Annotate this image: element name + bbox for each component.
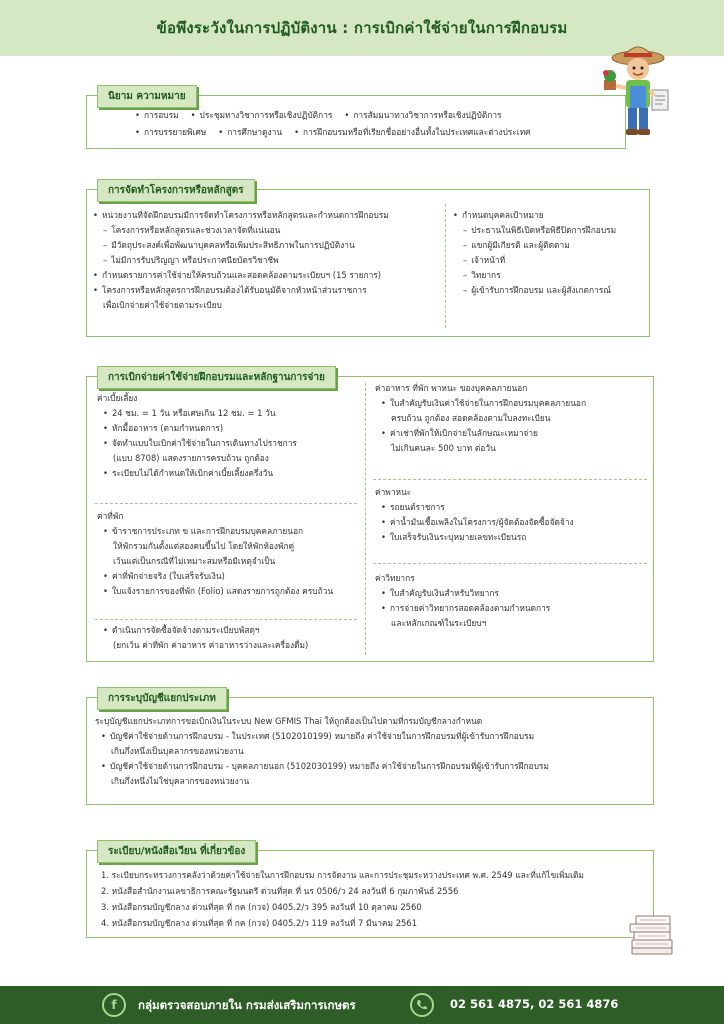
outsiders-item: • ใบสำคัญรับเงินค่าใช้จ่ายในการฝึกอบรมบุคคลภายนอก xyxy=(375,396,651,411)
project-item: • หน่วยงานที่จัดฝึกอบรมมีการจัดทำโครงการหรือหลักสูตรและกำหนดการฝึกอบรม xyxy=(93,208,443,223)
allowance-item: (แบบ 8708) แสดงรายการครบถ้วน ถูกต้อง xyxy=(113,453,269,463)
disbursement-section xyxy=(86,372,654,662)
account-item: เกินกึ่งหนึ่งเป็นบุคลากรของหน่วยงาน xyxy=(111,746,244,756)
regulations-title: ระเบียบ/หนังสือเวียน ที่เกี่ยวข้อง xyxy=(97,840,256,863)
project-section xyxy=(86,185,650,337)
definitions-title: นิยาม ความหมาย xyxy=(97,85,197,108)
definition-item: • การฝึกอบรมหรือที่เรียกชื่ออย่างอื่นทั้งในประเทศและต่างประเทศ xyxy=(294,125,530,139)
outsiders-item: ครบถ้วน ถูกต้อง สอดคล้องตามใบลงทะเบียน xyxy=(391,413,551,423)
procurement-item: (ยกเว้น ค่าที่พัก ค่าอาหาร ค่าอาหารว่างและเครื่องดื่ม) xyxy=(113,640,309,650)
project-item: เพื่อเบิกจ่ายค่าใช้จ่ายตามระเบียบ xyxy=(103,300,222,310)
target-item: – แขกผู้มีเกียรติ และผู้ติดตาม xyxy=(453,238,649,253)
project-item: – ไม่มีการรับปริญญา หรือประกาศนียบัตรวิชาชีพ xyxy=(93,253,443,268)
column-divider xyxy=(445,204,446,328)
account-item: • บัญชีค่าใช้จ่ายด้านการฝึกอบรม - บุคคลภายนอก (5102030199) หมายถึง ค่าใช้จ่ายในการฝึกอบรมที่ผู้เข้ารับการฝึกอบรม xyxy=(95,759,647,774)
regulation-item: 2. หนังสือสำนักงานเลขาธิการคณะรัฐมนตรี ด่วนที่สุด ที่ นร 0506/ว 24 ลงวันที่ 6 กุมภาพันธ์ 2556 xyxy=(101,886,459,896)
project-left-column xyxy=(93,208,443,313)
project-item: – โครงการหรือหลักสูตรและช่วงเวลาจัดที่แน่นอน xyxy=(93,223,443,238)
target-item: – เจ้าหน้าที่ xyxy=(453,253,649,268)
transport-item: • ใบเสร็จรับเงินระบุหมายเลขทะเบียนรถ xyxy=(375,530,651,545)
regulation-item: 3. หนังสือกรมบัญชีกลาง ด่วนที่สุด ที่ กค (กวจ) 0405.2/ว 395 ลงวันที่ 10 ตุลาคม 2560 xyxy=(101,902,422,912)
speaker-block xyxy=(375,571,651,631)
project-item: • โครงการหรือหลักสูตรการฝึกอบรมต้องได้รับอนุมัติจากหัวหน้าส่วนราชการ xyxy=(93,283,443,298)
project-title: การจัดทำโครงการหรือหลักสูตร xyxy=(97,179,255,202)
lodging-item: ให้พักรวมกันตั้งแต่สองคนขึ้นไป โดยให้พักห้องพักคู่ xyxy=(113,541,295,551)
phone-icon[interactable] xyxy=(410,993,434,1017)
procurement-item: • ดำเนินการจัดซื้อจัดจ้างตามระเบียบพัสดุฯ xyxy=(97,623,367,638)
accounts-section xyxy=(86,693,654,805)
disbursement-title: การเบิกจ่ายค่าใช้จ่ายฝึกอบรมและหลักฐานการจ่าย xyxy=(97,366,336,389)
procurement-block xyxy=(97,623,367,653)
allowance-item: • หักมื้ออาหาร (ตามกำหนดการ) xyxy=(97,421,367,436)
speaker-item: และหลักเกณฑ์ในระเบียบฯ xyxy=(391,618,487,628)
outsiders-item: ไม่เกินคนละ 500 บาท ต่อวัน xyxy=(391,443,496,453)
transport-item: • ค่าน้ำมันเชื้อเพลิงในโครงการ/ผู้จัดต้องจัดซื้อจัดจ้าง xyxy=(375,515,651,530)
lodging-block xyxy=(97,509,367,599)
target-item: – วิทยากร xyxy=(453,268,649,283)
speaker-item: • ใบสำคัญรับเงินสำหรับวิทยากร xyxy=(375,586,651,601)
lodging-item: • ใบแจ้งรายการของที่พัก (Folio) แสดงรายการถูกต้อง ครบถ้วน xyxy=(97,584,367,599)
accounts-title: การระบุบัญชีแยกประเภท xyxy=(97,687,227,710)
project-item: • กำหนดรายการค่าใช้จ่ายให้ครบถ้วนและสอดคล้องตามระเบียบฯ (15 รายการ) xyxy=(93,268,443,283)
footer-bar xyxy=(0,986,724,1024)
project-item: – มีวัตถุประสงค์เพื่อพัฒนาบุคคลหรือเพิ่มประสิทธิภาพในการปฏิบัติงาน xyxy=(93,238,443,253)
account-item: เกินกึ่งหนึ่งไม่ใช่บุคลากรของหน่วยงาน xyxy=(111,776,250,786)
allowance-item: • จัดทำแบบใบเบิกค่าใช้จ่ายในการเดินทางไปราชการ xyxy=(97,436,367,451)
section-divider xyxy=(373,563,647,564)
definitions-row-1 xyxy=(135,108,502,122)
section-divider xyxy=(373,479,647,480)
page-title: ข้อพึงระวังในการปฏิบัติงาน : การเบิกค่าใช้จ่ายในการฝึกอบรม xyxy=(156,19,568,37)
column-divider xyxy=(365,383,366,655)
lodging-item: • ข้าราชการประเภท ข และการฝึกอบรมบุคคลภายนอก xyxy=(97,524,367,539)
definition-item: • การอบรม xyxy=(135,108,179,122)
account-item: • บัญชีค่าใช้จ่ายด้านการฝึกอบรม - ในประเทศ (5102010199) หมายถึง ค่าใช้จ่ายในการฝึกอบรมที่ผู้เข้ารับการฝึกอบรม xyxy=(95,729,647,744)
speaker-heading: ค่าวิทยากร xyxy=(375,573,415,583)
project-right-column xyxy=(453,208,649,298)
regulations-body xyxy=(101,867,649,931)
accounts-body xyxy=(95,714,647,789)
footer-phone: 02 561 4875, 02 561 4876 xyxy=(450,997,619,1011)
lodging-heading: ค่าที่พัก xyxy=(97,511,124,521)
section-divider xyxy=(95,503,357,504)
outsiders-block xyxy=(375,381,651,456)
definitions-section xyxy=(86,91,626,149)
regulations-section xyxy=(86,846,654,938)
allowance-block xyxy=(97,391,367,481)
definition-item: • ประชุมทางวิชาการหรือเชิงปฏิบัติการ xyxy=(191,108,333,122)
allowance-item: • ระเบียบไม่ได้กำหนดให้เบิกค่าเบี้ยเลี้ยงครึ่งวัน xyxy=(97,466,367,481)
target-item: – ประธานในพิธีเปิดหรือพิธีปิดการฝึกอบรม xyxy=(453,223,649,238)
footer-org: กลุ่มตรวจสอบภายใน กรมส่งเสริมการเกษตร xyxy=(138,998,356,1012)
allowance-heading: ค่าเบี้ยเลี้ยง xyxy=(97,393,138,403)
transport-item: • รถยนต์ราชการ xyxy=(375,500,651,515)
regulation-item: 1. ระเบียบกระทรวงการคลังว่าด้วยค่าใช้จ่ายในการฝึกอบรม การจัดงาน และการประชุมระหว่างประเทศ พ.ศ. 2549 และที่แก้ไขเพิ่มเติม xyxy=(101,870,584,880)
definition-item: • การศึกษาดูงาน xyxy=(218,125,282,139)
lodging-item: เว้นแต่เป็นกรณีที่ไม่เหมาะสมหรือมีเหตุจำเป็น xyxy=(113,556,276,566)
definition-item: • การบรรยายพิเศษ xyxy=(135,125,206,139)
regulation-item: 4. หนังสือกรมบัญชีกลาง ด่วนที่สุด ที่ กค (กวจ) 0405.2/ว 119 ลงวันที่ 7 มีนาคม 2561 xyxy=(101,918,418,928)
target-item: – ผู้เข้ารับการฝึกอบรม และผู้สังเกตการณ์ xyxy=(453,283,649,298)
transport-block xyxy=(375,485,651,545)
books-illustration xyxy=(626,910,678,956)
accounts-intro: ระบุบัญชีแยกประเภทการขอเบิกเงินในระบบ New GFMIS Thai ให้ถูกต้องเป็นไปตามที่กรมบัญชีกลางกำหนด xyxy=(95,716,483,726)
definitions-row-2 xyxy=(135,125,530,139)
outsiders-item: • ค่าเช่าที่พักให้เบิกจ่ายในลักษณะเหมาจ่าย xyxy=(375,426,651,441)
definition-item: • การสัมมนาทางวิชาการหรือเชิงปฏิบัติการ xyxy=(344,108,501,122)
lodging-item: • ค่าที่พักจ่ายจริง (ใบเสร็จรับเงิน) xyxy=(97,569,367,584)
allowance-item: • 24 ชม. = 1 วัน หรือเศษเกิน 12 ชม. = 1 วัน xyxy=(97,406,367,421)
facebook-icon[interactable]: f xyxy=(102,993,126,1017)
outsiders-heading: ค่าอาหาร ที่พัก พาหนะ ของบุคคลภายนอก xyxy=(375,383,528,393)
transport-heading: ค่าพาหนะ xyxy=(375,487,412,497)
section-divider xyxy=(95,619,357,620)
target-item: • กำหนดบุคคลเป้าหมาย xyxy=(453,208,649,223)
speaker-item: • การจ่ายค่าวิทยากรสอดคล้องตามกำหนดการ xyxy=(375,601,651,616)
